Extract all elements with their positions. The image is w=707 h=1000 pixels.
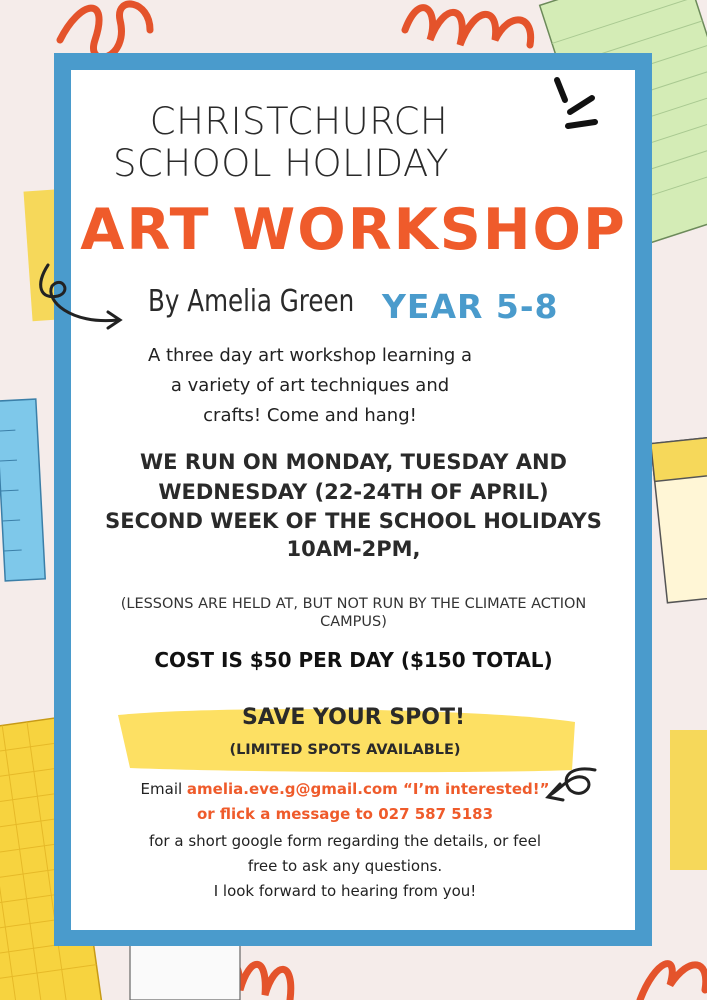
- contact-line-3: for a short google form regarding the details, or feel: [148, 832, 542, 850]
- schedule-line-2: WEDNESDAY (22-24TH OF APRIL): [158, 480, 549, 504]
- contact-line-5: I look forward to hearing from you!: [213, 882, 477, 900]
- header-line-1: CHRISTCHURCH: [149, 100, 449, 143]
- cta-subline: (LIMITED SPOTS AVAILABLE): [229, 742, 461, 758]
- description-line-3: crafts! Come and hang!: [203, 405, 417, 426]
- cost-info: COST IS $50 PER DAY ($150 TOTAL): [154, 648, 553, 672]
- email-address-link[interactable]: amelia.eve.g@gmail.com “I’m interested!”: [186, 780, 550, 798]
- contact-line-4: free to ask any questions.: [247, 857, 443, 875]
- description-line-2: a variety of art techniques and: [170, 375, 450, 396]
- schedule-line-4: 10AM-2PM,: [286, 537, 421, 561]
- contact-phone-line[interactable]: or flick a message to 027 587 5183: [196, 805, 494, 823]
- venue-note-line-2: CAMPUS): [320, 614, 387, 630]
- curly-arrow-left-icon: [41, 265, 118, 321]
- year-level-badge: YEAR 5-8: [382, 287, 559, 326]
- header-line-2: SCHOOL HOLIDAY: [112, 142, 450, 185]
- schedule-line-3: SECOND WEEK OF THE SCHOOL HOLIDAYS: [105, 509, 602, 533]
- cta-headline: SAVE YOUR SPOT!: [241, 705, 466, 730]
- venue-note-line-1: (LESSONS ARE HELD AT, BUT NOT RUN BY THE CLIMATE ACTION: [120, 596, 587, 612]
- author-name: By Amelia Green: [148, 284, 355, 319]
- description-line-1: A three day art workshop learning a: [147, 345, 473, 366]
- page-title: ART WORKSHOP: [80, 197, 627, 263]
- contact-email-line: [0, 780, 690, 798]
- schedule-line-1: WE RUN ON MONDAY, TUESDAY AND: [140, 450, 567, 474]
- email-prefix: Email: [140, 780, 187, 798]
